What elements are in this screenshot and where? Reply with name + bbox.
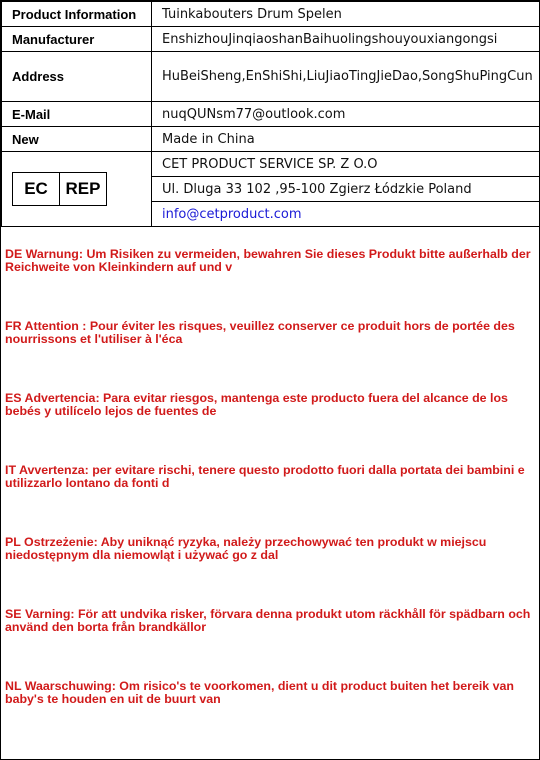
ec-rep-company: CET PRODUCT SERVICE SP. Z O.O (152, 152, 540, 177)
warning-es: ES Advertencia: Para evitar riesgos, mantenga este producto fuera del alcance de los bebés y utilícelo lejos de fuentes de (5, 391, 508, 418)
warning-de: DE Warnung: Um Risiken zu vermeiden, bewahren Sie dieses Produkt bitte außerhalb der Reichweite von Kleinkindern auf und v (5, 247, 531, 274)
product-info-table (1, 1, 540, 227)
new-label: New (2, 127, 152, 152)
email-value: nuqQUNsm77@outlook.com (152, 102, 540, 127)
warnings-list (5, 248, 539, 752)
manufacturer-row (2, 27, 540, 52)
warning-nl: NL Waarschuwing: Om risico's te voorkomen, dient u dit product buiten het bereik van baby's te houden en uit de buurt van (5, 679, 514, 706)
warning-pl: PL Ostrzeżenie: Aby uniknąć ryzyka, należy przechowywać ten produkt w miejscu niedostępnym dla niemowląt i używać go z dal (5, 535, 487, 562)
new-row (2, 127, 540, 152)
ec-rep-logo-cell (2, 152, 152, 227)
warning-fr: FR Attention : Pour éviter les risques, veuillez conserver ce produit hors de portée des nourrissons et l'utiliser à l'éca (5, 319, 515, 346)
warning-se: SE Varning: För att undvika risker, förvara denna produkt utom räckhåll för spädbarn och använd den borta från brandkällor (5, 607, 531, 634)
ec-rep-company-row (2, 152, 540, 177)
manufacturer-label: Manufacturer (2, 27, 152, 52)
ec-rep-email-cell (152, 202, 540, 227)
ec-rep-email-link[interactable]: info@cetproduct.com (162, 206, 302, 222)
address-value: HuBeiSheng,EnShiShi,LiuJiaoTingJieDao,SongShuPingCun (152, 52, 540, 102)
product-info-value: Tuinkabouters Drum Spelen (152, 2, 540, 27)
email-row (2, 102, 540, 127)
address-row (2, 52, 540, 102)
warning-it: IT Avvertenza: per evitare rischi, tenere questo prodotto fuori dalla portata dei bambini e utilizzarlo lontano da fonti d (5, 463, 525, 490)
address-label: Address (2, 52, 152, 102)
ec-rep-address: Ul. Dluga 33 102 ,95-100 Zgierz Łódzkie Poland (152, 177, 540, 202)
rep-logo-text: REP (65, 179, 101, 198)
email-label: E-Mail (2, 102, 152, 127)
manufacturer-value: EnshizhouJinqiaoshanBaihuolingshouyouxiangongsi (152, 27, 540, 52)
product-row (2, 2, 540, 27)
ec-rep-logo (12, 172, 107, 206)
product-info-label: Product Information (2, 2, 152, 27)
new-value: Made in China (152, 127, 540, 152)
ec-logo-text: EC (13, 173, 60, 205)
